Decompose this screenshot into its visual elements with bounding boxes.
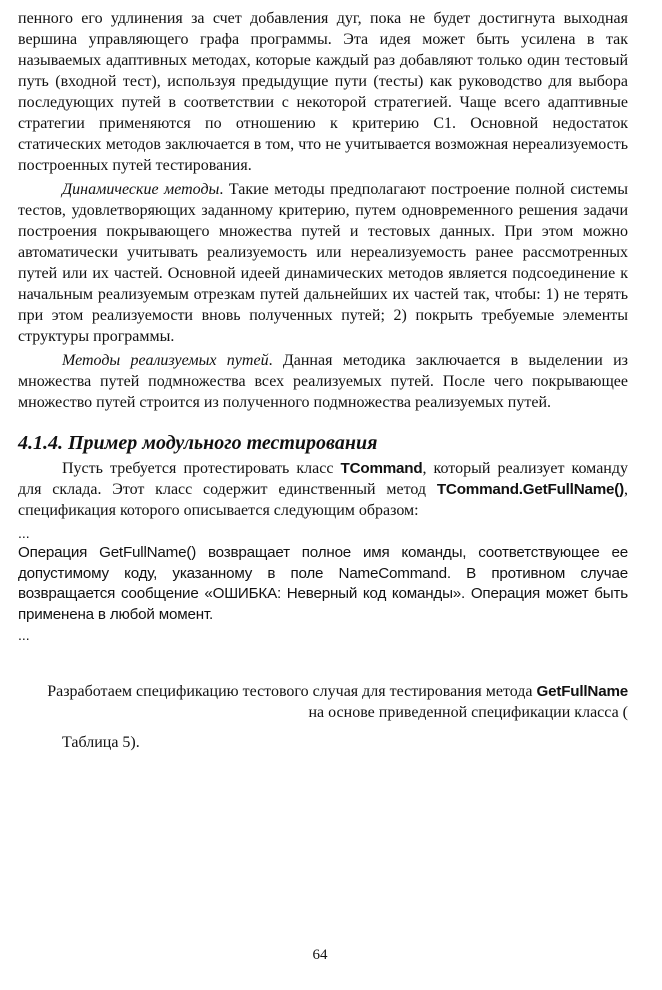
- paragraph-dynamic-methods: [18, 179, 628, 347]
- intro-part-c: , спецификация которого описывается следующим образом:: [18, 481, 628, 519]
- reference-method-name: GetFullName: [536, 683, 628, 700]
- class-name-tcommand: TCommand: [340, 460, 423, 477]
- term-feasible-paths: Методы реализуемых путей: [62, 352, 269, 369]
- reference-line-1: [18, 681, 628, 702]
- paragraph-dynamic-text: . Такие методы предполагают построение полной системы тестов, удовлетворяющих заданному критерию, путем одновременного решения задачи построения покрывающего множества путей и тестовых данных. При этом можно автоматически учитывать реализуемость или нереализуемость ранее рассмотренных путей или их частей. Основной идеей динамических методов является подсоединение к начальным реализуемым отрезкам путей дальнейших их частей так, чтобы: 1) не терять при этом реализуемости вновь полученных путей; 2) покрыть требуемые элементы структуры программы.: [18, 181, 628, 345]
- document-page: [18, 8, 628, 753]
- reference-line-2: на основе приведенной спецификации класса (: [308, 704, 628, 721]
- method-name-getfullname: TCommand.GetFullName(): [436, 481, 624, 498]
- intro-part-a: Пусть требуется протестировать класс: [62, 460, 341, 477]
- paragraph-feasible-text: . Данная методика заключается в выделении из множества путей подмножества всех реализуемых путей. После чего покрывающее множество путей строится из полученного подмножества реализуемых путей.: [18, 352, 628, 411]
- specification-text: Операция GetFullName() возвращает полное имя команды, соответствующее ее допустимому коду, указанному в поле NameCommand. В противном случае возвращается сообщение «ОШИБКА: Неверный код команды». Операция может быть применена в любой момент.: [18, 544, 628, 623]
- reference-text: Разработаем спецификацию тестового случая для тестирования метода: [47, 683, 537, 700]
- ellipsis-top: ...: [18, 525, 30, 541]
- table-reference: Таблица 5).: [62, 734, 140, 751]
- intro-part-b: , который реализует команду для склада. Этот класс содержит единственный метод: [18, 460, 628, 498]
- paragraph-static-methods: пенного его удлинения за счет добавления дуг, пока не будет достигнута выходная вершина управляющего графа программы. Эта идея может быть усилена в так называемых адаптивных методах, которые каждый раз добавляют только один тестовый путь (входной тест), используя предыдущие пути (тесты) как руководство для выбора последующих путей в соответствии с некоторой стратегией. Чаще всего адаптивные стратегии применяются по отношению к критерию С1. Основной недостаток статических методов заключается в том, что не учитывается возможная нереализуемость построенных путей тестирования.: [18, 10, 628, 174]
- ellipsis-bottom: ...: [18, 627, 30, 643]
- term-dynamic-methods: Динамические методы: [62, 181, 220, 198]
- page-number: 64: [312, 947, 328, 963]
- section-heading: 4.1.4. Пример модульного тестирования: [18, 432, 378, 454]
- paragraph-feasible-paths: [18, 350, 628, 413]
- paragraph-intro: [18, 458, 628, 521]
